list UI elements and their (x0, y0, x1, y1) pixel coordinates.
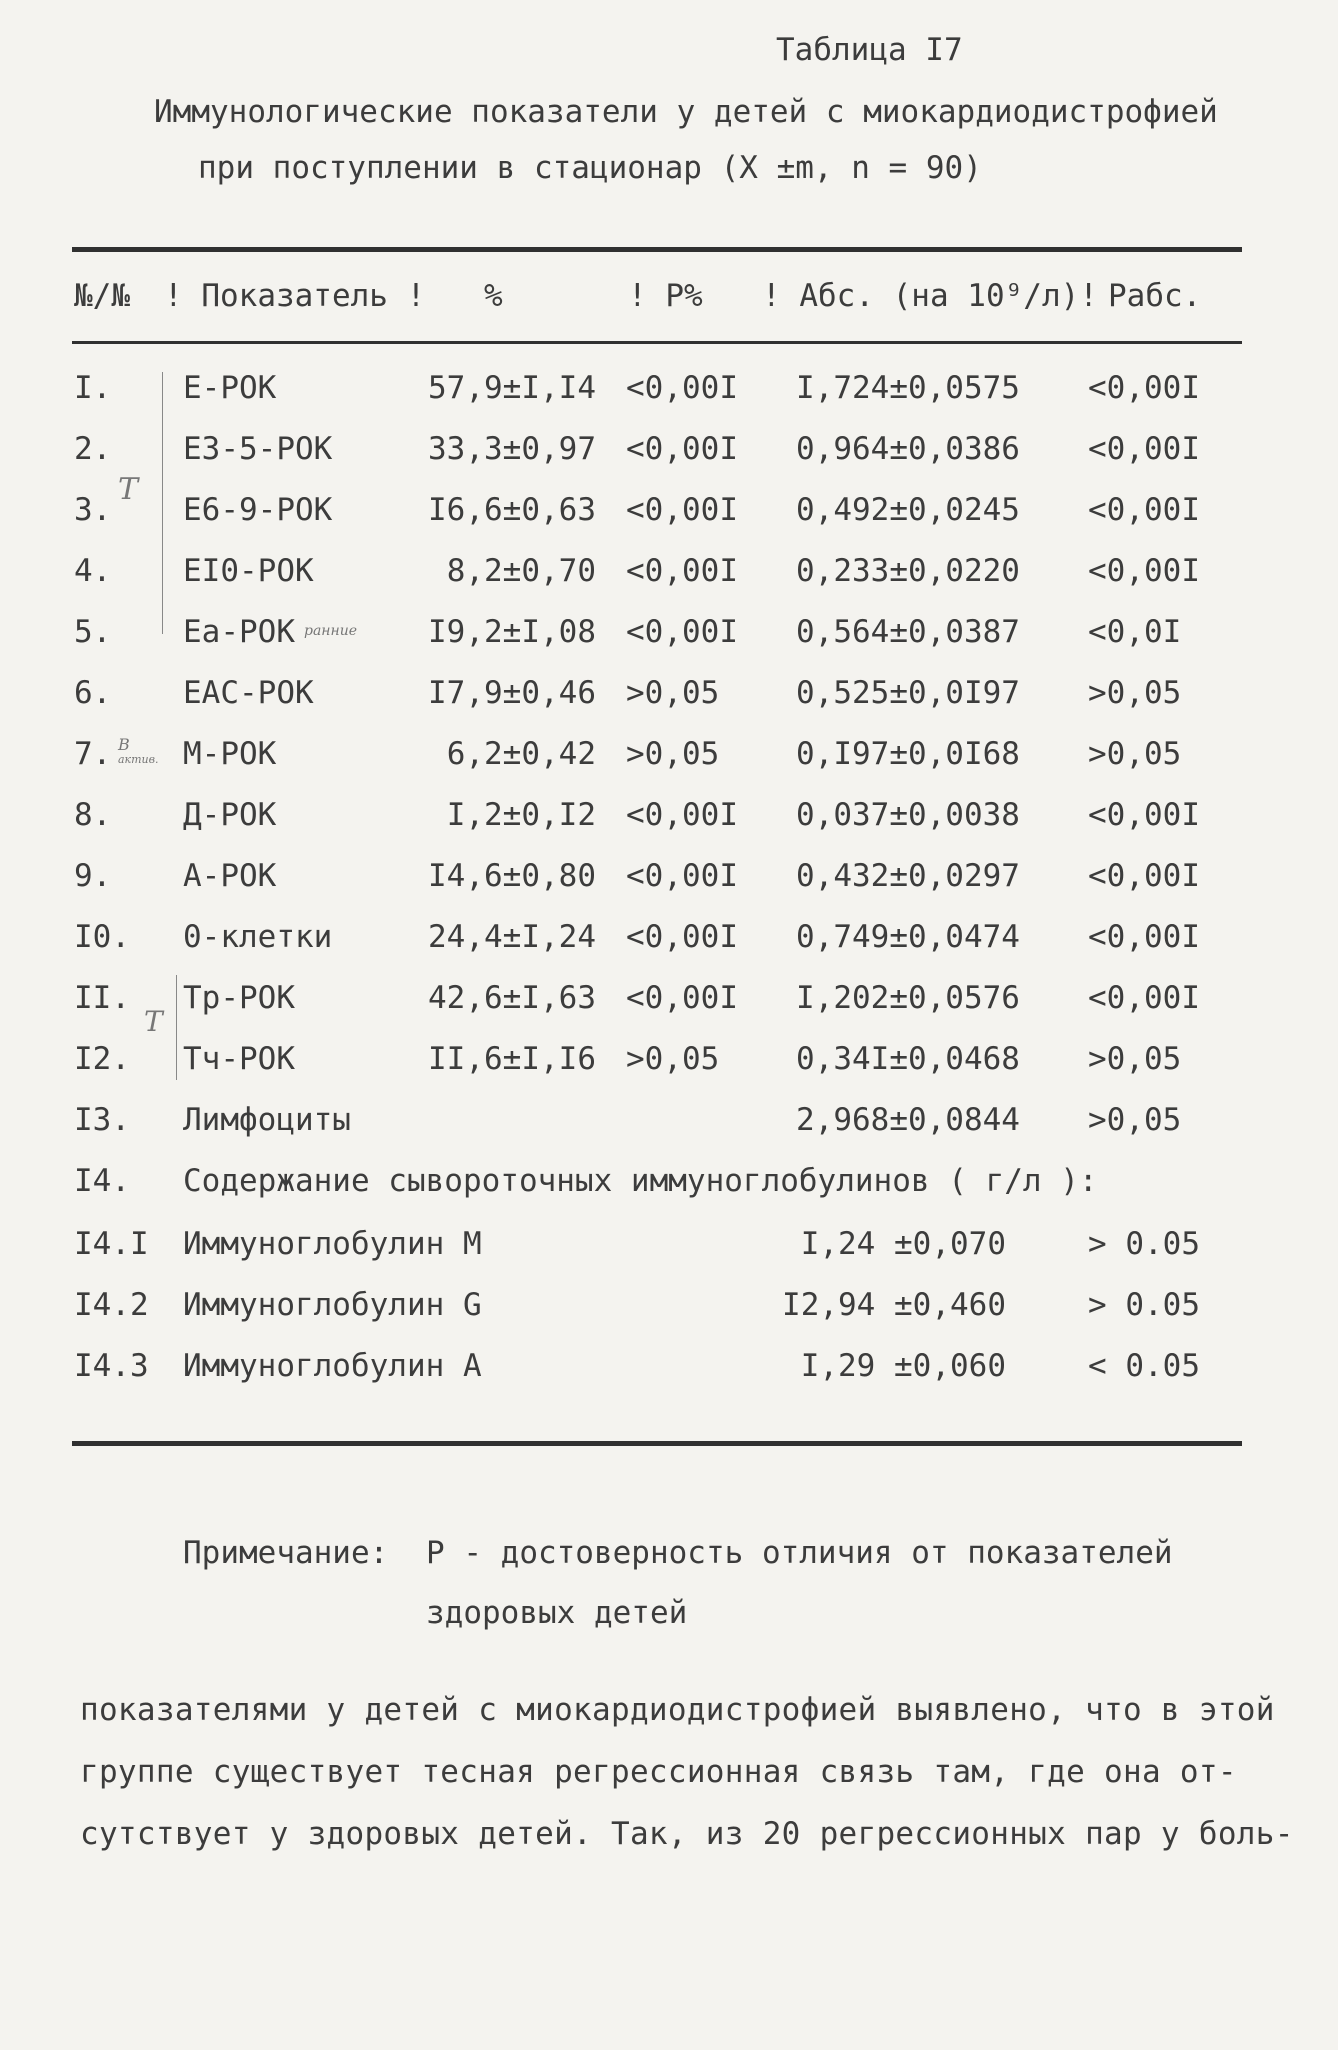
p-abs-value: >0,05 (1088, 736, 1182, 772)
p-abs-value: <0,00I (1088, 431, 1200, 467)
p-abs-value: <0,00I (1088, 370, 1200, 406)
abs-value: 0,037±0,0038 (796, 797, 1020, 833)
p-percent-value: <0,00I (626, 858, 738, 894)
indicator-name: Е3-5-РОК (183, 431, 333, 467)
indicator-name: Иммуноглобулин А (183, 1348, 482, 1384)
row-number: 6. (74, 675, 112, 711)
row-number: I2. (74, 1041, 130, 1077)
abs-value: 0,749±0,0474 (796, 919, 1020, 955)
p-percent-value: <0,00I (626, 614, 738, 650)
p-abs-value: > 0.05 (1088, 1287, 1200, 1323)
percent-value: 57,9±I,I4 (428, 370, 596, 406)
abs-value: 0,34I±0,0468 (796, 1041, 1020, 1077)
percent-value: I4,6±0,80 (428, 858, 596, 894)
header-indicator: ! Показатель ! (164, 278, 426, 314)
row-number: I4.2 (74, 1287, 149, 1323)
percent-value: I7,9±0,46 (428, 675, 596, 711)
abs-value: 0,492±0,0245 (796, 492, 1020, 528)
row-number: 2. (74, 431, 112, 467)
p-abs-value: <0,00I (1088, 980, 1200, 1016)
handwritten-note-b: В (118, 735, 130, 754)
abs-value: 0,I97±0,0I68 (796, 736, 1020, 772)
percent-value: I9,2±I,08 (428, 614, 596, 650)
note-label: Примечание: (183, 1535, 389, 1571)
percent-value: I6,6±0,63 (428, 492, 596, 528)
percent-value: I,2±0,I2 (446, 797, 596, 833)
p-percent-value: <0,00I (626, 919, 738, 955)
percent-value: 24,4±I,24 (428, 919, 596, 955)
abs-value: 2,968±0,0844 (796, 1102, 1020, 1138)
p-abs-value: < 0.05 (1088, 1348, 1200, 1384)
p-abs-value: >0,05 (1088, 675, 1182, 711)
indicator-name: Еа-РОК (183, 614, 295, 650)
note-line1: P - достоверность отличия от показателей (426, 1535, 1173, 1571)
p-abs-value: <0,00I (1088, 492, 1200, 528)
indicator-name: Д-РОК (183, 797, 277, 833)
p-percent-value: <0,00I (626, 980, 738, 1016)
body-line1: показателями у детей с миокардиодистрофией выявлено, что в этой (80, 1692, 1275, 1728)
p-percent-value: <0,00I (626, 553, 738, 589)
row-number: 4. (74, 553, 112, 589)
p-percent-value: >0,05 (626, 675, 720, 711)
indicator-name: Тр-РОК (183, 980, 295, 1016)
indicator-name: Е-РОК (183, 370, 277, 406)
table-bottom-rule (72, 1441, 1242, 1446)
p-abs-value: >0,05 (1088, 1041, 1182, 1077)
row-number: I4. (74, 1163, 130, 1199)
indicator-name: 0-клетки (183, 919, 333, 955)
row-number: 7. (74, 736, 112, 772)
percent-value: 6,2±0,42 (446, 736, 596, 772)
row-number: I0. (74, 919, 130, 955)
row-number: 5. (74, 614, 112, 650)
row-number: II. (74, 980, 130, 1016)
table-top-rule (72, 247, 1242, 252)
indicator-name: ЕI0-РОК (183, 553, 314, 589)
table-title-line1: Иммунологические показатели у детей с миокардиодистрофией (154, 94, 1218, 130)
handwritten-bracket-2 (176, 975, 177, 1080)
indicator-name: Иммуноглобулин G (183, 1287, 482, 1323)
percent-value: 8,2±0,70 (446, 553, 596, 589)
abs-value: I,724±0,0575 (796, 370, 1020, 406)
table-title-line2: при поступлении в стационар (X ±m, n = 90) (198, 150, 982, 186)
header-num: №/№ (74, 278, 130, 314)
table-label: Таблица I7 (776, 32, 963, 68)
header-bottom-rule (72, 341, 1242, 344)
handwritten-note: ранние (304, 623, 358, 639)
p-percent-value: <0,00I (626, 370, 738, 406)
header-p-abs: Pабс. (1108, 278, 1202, 314)
p-percent-value: >0,05 (626, 736, 720, 772)
abs-value: 0,525±0,0I97 (796, 675, 1020, 711)
p-percent-value: <0,00I (626, 431, 738, 467)
p-abs-value: >0,05 (1088, 1102, 1182, 1138)
handwritten-mark: T (118, 472, 139, 507)
p-abs-value: <0,00I (1088, 919, 1200, 955)
p-abs-value: <0,00I (1088, 797, 1200, 833)
note-line2: здоровых детей (426, 1595, 688, 1631)
header-percent: % (484, 278, 503, 314)
body-line2: группе существует тесная регрессионная связь там, где она от- (80, 1754, 1237, 1790)
abs-value: 0,432±0,0297 (796, 858, 1020, 894)
handwritten-mark-2: Т (144, 1005, 163, 1038)
abs-value: I,202±0,0576 (796, 980, 1020, 1016)
body-line3: сутствует у здоровых детей. Так, из 20 регрессионных пар у боль- (80, 1816, 1294, 1852)
p-abs-value: > 0.05 (1088, 1226, 1200, 1262)
abs-value: I2,94 ±0,460 (782, 1287, 1006, 1323)
indicator-name: М-РОК (183, 736, 277, 772)
p-abs-value: <0,00I (1088, 553, 1200, 589)
p-abs-value: <0,0I (1088, 614, 1182, 650)
p-abs-value: <0,00I (1088, 858, 1200, 894)
row-number: 8. (74, 797, 112, 833)
row-number: 9. (74, 858, 112, 894)
percent-value: II,6±I,I6 (428, 1041, 596, 1077)
row-number: I. (74, 370, 112, 406)
abs-value: I,29 ±0,060 (800, 1348, 1006, 1384)
p-percent-value: >0,05 (626, 1041, 720, 1077)
p-percent-value: <0,00I (626, 492, 738, 528)
header-abs: ! Абс. (на 10⁹/л)! (762, 278, 1098, 314)
abs-value: 0,564±0,0387 (796, 614, 1020, 650)
indicator-name: А-РОК (183, 858, 277, 894)
abs-value: 0,964±0,0386 (796, 431, 1020, 467)
row-number: I4.I (74, 1226, 149, 1262)
row-number: 3. (74, 492, 112, 528)
percent-value: 42,6±I,63 (428, 980, 596, 1016)
indicator-name: ЕАС-РОК (183, 675, 314, 711)
p-percent-value: <0,00I (626, 797, 738, 833)
abs-value: 0,233±0,0220 (796, 553, 1020, 589)
handwritten-bracket (162, 372, 163, 634)
indicator-name: Лимфоциты (183, 1102, 351, 1138)
percent-value: 33,3±0,97 (428, 431, 596, 467)
handwritten-note-active: актив. (118, 753, 159, 766)
row-number: I4.3 (74, 1348, 149, 1384)
row-number: I3. (74, 1102, 130, 1138)
header-p-percent: ! P% (628, 278, 703, 314)
abs-value: I,24 ±0,070 (800, 1226, 1006, 1262)
indicator-name: Иммуноглобулин М (183, 1226, 482, 1262)
indicator-name: Тч-РОК (183, 1041, 295, 1077)
indicator-name: Е6-9-РОК (183, 492, 333, 528)
immunoglobulin-section-title: Содержание сывороточных иммуноглобулинов ( г/л ): (183, 1163, 1098, 1199)
